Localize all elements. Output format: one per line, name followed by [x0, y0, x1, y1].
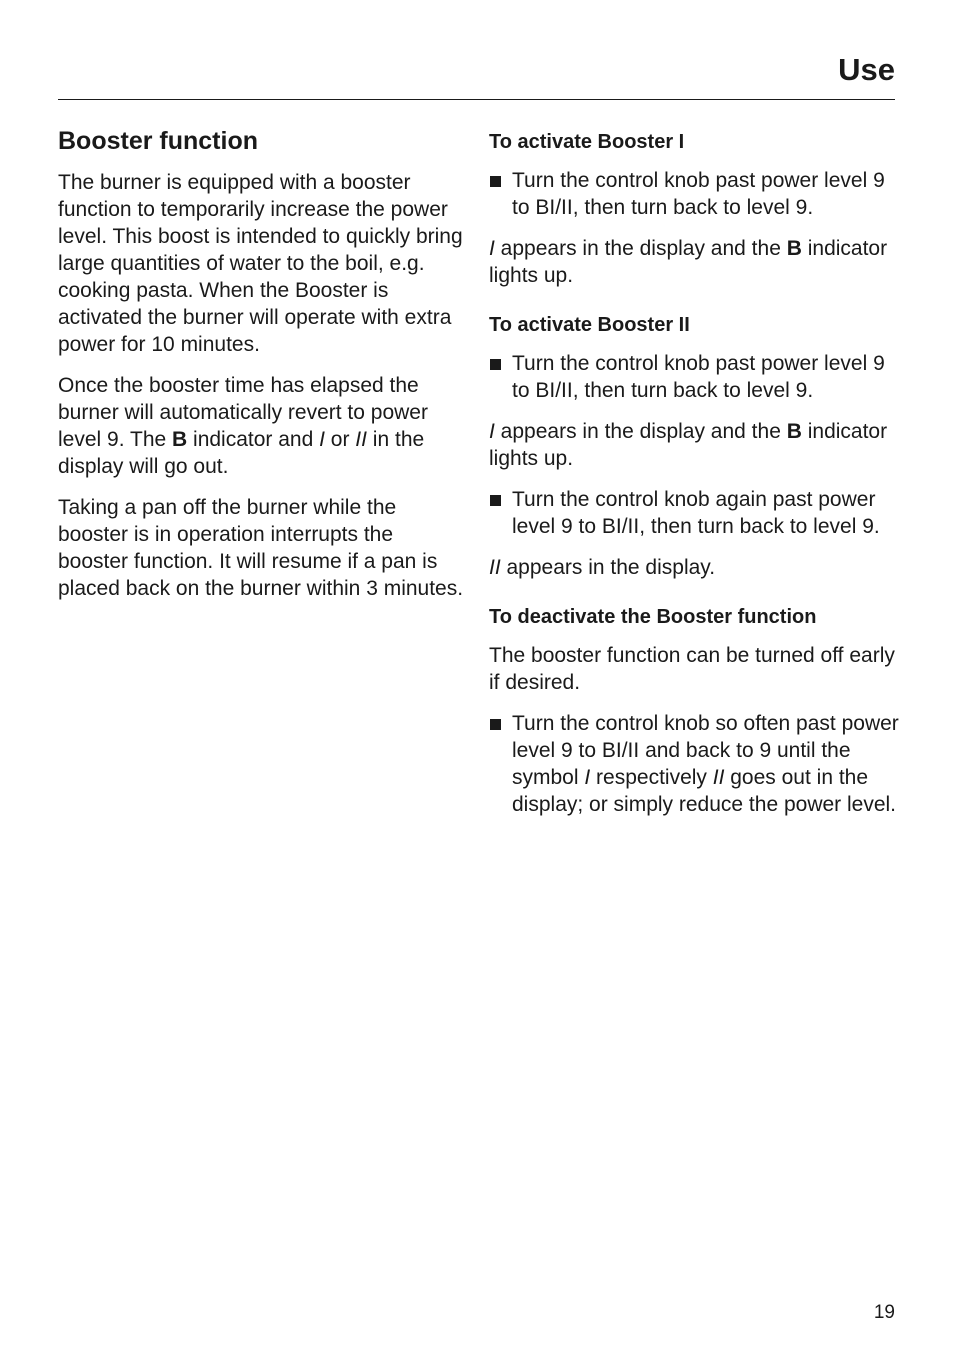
booster-2-step-1: Turn the control knob past power level 9 to BI/II, then turn back to level 9.	[489, 350, 899, 404]
activate-booster-1-heading: To activate Booster I	[489, 131, 685, 153]
right-column	[489, 128, 899, 832]
deactivate-booster-heading: To deactivate the Booster function	[489, 606, 817, 628]
header-divider	[58, 99, 895, 100]
activate-booster-2-heading: To activate Booster II	[489, 314, 690, 336]
elapsed-paragraph: Once the booster time has elapsed the burner will automatically revert to power level 9. The B indicator and I or II in the display will go out.	[58, 374, 428, 478]
booster-function-heading: Booster function	[58, 127, 258, 155]
booster-1-step: Turn the control knob past power level 9 to BI/II, then turn back to level 9.	[489, 167, 899, 221]
booster-2-result-1: I appears in the display and the B indicator lights up.	[489, 420, 888, 470]
booster-2-result-2: II appears in the display.	[489, 556, 716, 579]
square-bullet-icon	[490, 719, 501, 730]
page-section-title: Use	[838, 52, 895, 87]
page-number: 19	[873, 1302, 895, 1323]
booster-1-result: I appears in the display and the B indicator lights up.	[489, 237, 888, 287]
deactivate-step: Turn the control knob so often past power level 9 to BI/II and back to 9 until the symbol I respectively II goes out in the display; or simply reduce the power level.	[489, 710, 899, 818]
left-column	[58, 125, 466, 616]
pan-removal-paragraph: Taking a pan off the burner while the booster is in operation interrupts the booster function. It will resume if a pan is placed back on the burner within 3 minutes.	[58, 496, 464, 600]
square-bullet-icon	[490, 359, 501, 370]
square-bullet-icon	[490, 495, 501, 506]
square-bullet-icon	[490, 176, 501, 187]
intro-paragraph: The burner is equipped with a booster function to temporarily increase the power level. This boost is intended to quickly bring large quantities of water to the boil, e.g. cooking pasta. When the Booster is activated the burner will operate with extra power for 10 minutes.	[58, 171, 463, 356]
deactivate-intro: The booster function can be turned off early if desired.	[489, 644, 895, 694]
booster-2-step-2: Turn the control knob again past power level 9 to BI/II, then turn back to level 9.	[489, 486, 899, 540]
